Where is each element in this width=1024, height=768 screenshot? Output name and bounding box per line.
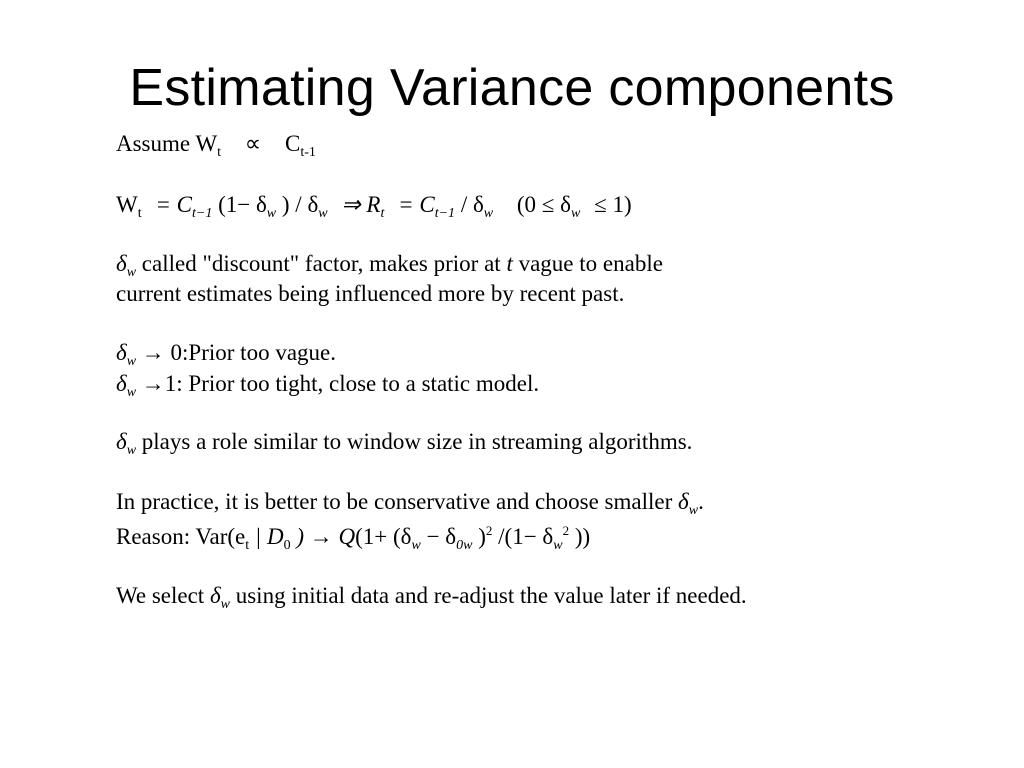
reason-equation: Reason: $Var(e_t$ | $D_0$ ) → $Q(1+ (\delta_w - \delta_{0w}$ )$^2$ $/(1- \delta_w^2$ )) (116, 523, 591, 553)
discount-factor-line-2: current estimates being influenced more by recent past. (116, 281, 625, 306)
window-size-line: $\delta_w$ plays a role similar to window size in streaming algorithms. (116, 429, 693, 458)
delta-zero-line: $\delta_w$ → 0:Prior too vague. (116, 340, 336, 369)
slide-title: Estimating Variance components (129, 59, 895, 117)
assume-line: Assume $W_t \propto C_{t-1}$ (116, 131, 316, 160)
practice-line: In practice, it is better to be conservative and choose smaller $\delta_w$. (116, 489, 704, 518)
discount-factor-line-1: $\delta_w$ called "discount" factor, makes prior at t vague to enable (116, 251, 663, 280)
assume-text: Assume W (116, 131, 218, 156)
equation-discount: $W_t = C_{t-1}$ ($1- \delta_w$ ) / $\delta_w$ ⇒ $R_t = C_{t-1} / \delta_w$ $(0 \le \delta_w \le 1)$ (116, 192, 632, 221)
delta-one-line: $\delta_w \to 1$: Prior too tight, close to a static model. (116, 371, 540, 400)
proportional-symbol: ∝ (244, 131, 262, 156)
select-line: We select $\delta_w$ using initial data and re-adjust the value later if needed. (116, 583, 747, 612)
